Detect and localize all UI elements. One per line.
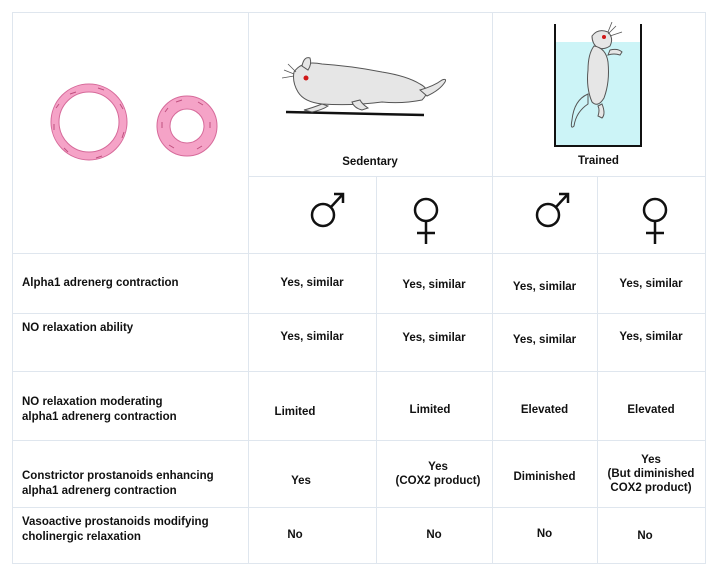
female-symbol-icon bbox=[408, 196, 444, 248]
grid-line bbox=[12, 12, 706, 13]
row-label: NO relaxation ability bbox=[22, 322, 134, 334]
sedentary-label: Sedentary bbox=[342, 156, 398, 168]
cell-value: Limited bbox=[409, 404, 451, 416]
cell-value: Yes, similar bbox=[619, 331, 683, 343]
sedentary-rat-illustration bbox=[282, 42, 452, 120]
cell-value: Elevated bbox=[520, 404, 569, 416]
cell-value: Yes, similar bbox=[402, 332, 466, 344]
grid-line bbox=[597, 176, 598, 563]
rat-eye bbox=[304, 76, 309, 81]
grid-line bbox=[248, 176, 706, 177]
row-label: Vasoactive prostanoids modifying cholinergic relaxation bbox=[22, 516, 209, 543]
constricted-vessel-ring-icon bbox=[157, 96, 217, 156]
cell-value: Diminished bbox=[513, 471, 576, 483]
cell-value: No bbox=[287, 529, 303, 541]
grid-line bbox=[705, 12, 706, 563]
cell-value: Limited bbox=[274, 406, 316, 418]
cell-value: Yes, similar bbox=[280, 331, 344, 343]
cell-value: No bbox=[637, 530, 653, 542]
cell-value: Yes (But diminished COX2 product) bbox=[607, 454, 695, 494]
grid-line bbox=[12, 12, 13, 563]
vessel-rings-illustration bbox=[40, 82, 220, 174]
row-label: Constrictor prostanoids enhancing alpha1 adrenerg contraction bbox=[22, 470, 214, 497]
cell-value: Elevated bbox=[627, 404, 675, 416]
floor-line bbox=[286, 112, 424, 115]
dilated-vessel-ring-icon bbox=[51, 84, 127, 160]
cell-value: Yes, similar bbox=[402, 279, 466, 291]
grid-line bbox=[12, 507, 706, 508]
grid-line bbox=[12, 253, 706, 254]
whiskers bbox=[282, 64, 296, 78]
trained-label: Trained bbox=[578, 155, 619, 167]
female-symbol-icon bbox=[637, 196, 673, 248]
cell-value: Yes, similar bbox=[512, 281, 577, 293]
cell-value: Yes, similar bbox=[619, 278, 683, 290]
row-label: NO relaxation moderating alpha1 adrenerg contraction bbox=[22, 396, 177, 423]
cell-value: Yes bbox=[291, 475, 311, 487]
grid-line bbox=[12, 371, 706, 372]
resting-rat-icon bbox=[294, 58, 446, 112]
cell-value: Yes (COX2 product) bbox=[395, 461, 481, 487]
grid-line bbox=[12, 440, 706, 441]
cell-value: Yes, similar bbox=[280, 277, 344, 289]
trained-rat-illustration bbox=[552, 22, 648, 148]
grid-line bbox=[12, 313, 706, 314]
cell-value: No bbox=[426, 529, 442, 541]
grid-line bbox=[12, 563, 706, 564]
male-symbol-icon bbox=[308, 188, 350, 230]
rat-eye bbox=[602, 35, 606, 39]
cell-value: No bbox=[536, 528, 553, 540]
row-label: Alpha1 adrenerg contraction bbox=[22, 277, 179, 289]
cell-value: Yes, similar bbox=[512, 334, 577, 346]
male-symbol-icon bbox=[533, 188, 575, 230]
grid-line bbox=[376, 176, 377, 563]
